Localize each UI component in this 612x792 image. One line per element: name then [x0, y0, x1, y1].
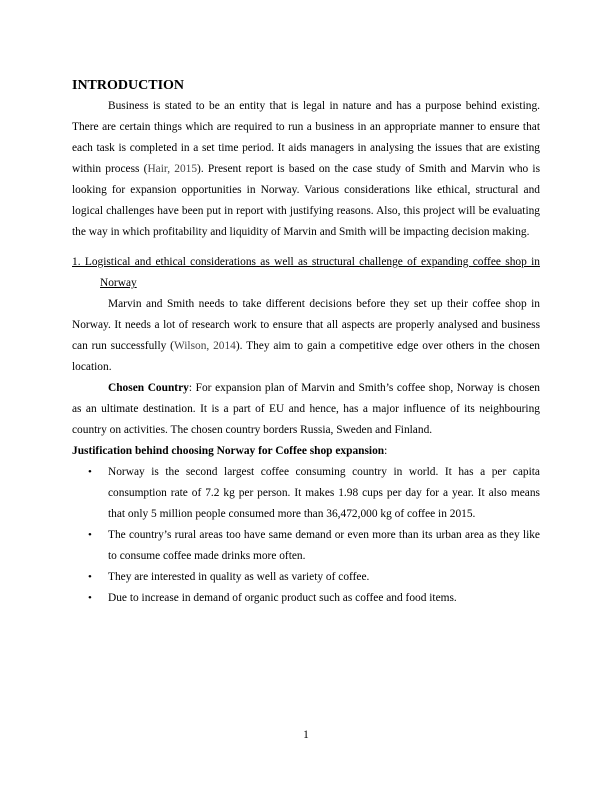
citation-wilson: Wilson, 2014: [173, 340, 236, 352]
list-item: [72, 525, 540, 567]
justification-heading: [72, 441, 540, 462]
bullet-icon: •: [88, 571, 92, 583]
justification-colon: :: [384, 445, 388, 457]
chosen-country-paragraph: [72, 378, 540, 441]
intro-text: Business is stated to be an entity that is legal in nature and has a purpose behind existing. There are certain things which are required to run a business in an appropriate manner to ensure that each task is completed in a set time period. It aids managers in analysing the issues that are existing within process (: [72, 100, 540, 175]
section1-text: Marvin and Smith needs to take different decisions before they set up their coffee shop in Norway. It needs a lot of research work to ensure that all aspects are properly analysed and business can run successfully (: [72, 298, 540, 352]
bullet-icon: •: [88, 466, 92, 478]
justification-label: Justification behind choosing Norway for Coffee shop expansion: [72, 445, 385, 457]
section-heading-introduction: INTRODUCTION: [72, 78, 185, 93]
intro-paragraph: [72, 96, 540, 243]
list-item-text: The country’s rural areas too have same demand or even more than its urban area as they like to consume coffee made drinks more often.: [108, 529, 540, 562]
page-number: 1: [303, 729, 309, 741]
chosen-country-text: : For expansion plan of Marvin and Smith’s coffee shop, Norway is chosen as an ultimate destination. It is a part of EU and hence, has a major influence of its neighbouring country on activities. The chosen country borders Russia, Sweden and Finland.: [72, 382, 540, 436]
justification-list: [72, 462, 540, 609]
section1-text-end: ). They aim to gain a competitive edge over others in the chosen location.: [72, 340, 540, 373]
citation-hair: Hair, 2015: [147, 163, 198, 175]
intro-text-end: ). Present report is based on the case study of Smith and Marvin who is looking for expansion opportunities in Norway. Various considerations like ethical, structural and logical challenges have been put in report with justifying reasons. Also, this project will be evaluating the way in which profitability and liquidity of Marvin and Smith will be impacting decision making.: [72, 163, 541, 238]
list-item: [72, 567, 540, 588]
list-item-text: Norway is the second largest coffee consuming country in world. It has a per capita consumption rate of 7.2 kg per person. It makes 1.98 cups per day for a year. It also means that only 5 million people consumed more than 36,472,000 kg of coffee in 2015.: [108, 466, 540, 520]
bullet-icon: •: [88, 529, 92, 541]
list-item-text: Due to increase in demand of organic product such as coffee and food items.: [108, 592, 457, 604]
page-content: [72, 76, 540, 609]
section1-paragraph: [72, 294, 540, 378]
bullet-icon: •: [88, 592, 92, 604]
list-item: [72, 462, 540, 525]
list-item-text: They are interested in quality as well as variety of coffee.: [108, 571, 370, 583]
section-title-logistical: 1. Logistical and ethical considerations as well as structural challenge of expanding coffee shop in Norway: [72, 256, 540, 289]
list-item: [72, 588, 540, 609]
chosen-country-label: Chosen Country: [108, 382, 189, 394]
